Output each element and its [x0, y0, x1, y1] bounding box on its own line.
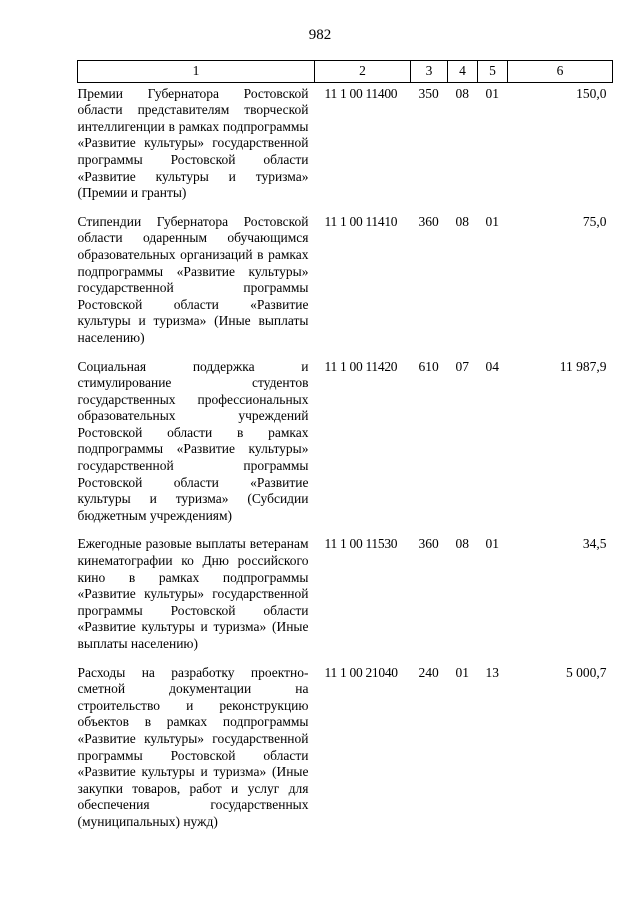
- table-row: [78, 214, 613, 359]
- row-description: Премии Губернатора Ростовской области представителям творческой интеллигенции в рамках подпрограммы «Развитие культуры» государственной программы Ростовской области «Развитие культуры и туризма» (Премии и гранты): [77, 85, 309, 201]
- row-col3: 610: [418, 358, 439, 374]
- row-col4: 08: [455, 213, 469, 229]
- row-col4: 07: [455, 358, 469, 374]
- row-col3: 350: [418, 85, 439, 101]
- row-code: 11 1 00 21040: [324, 664, 398, 680]
- row-col3: 360: [418, 213, 439, 229]
- page-number: 982: [308, 27, 332, 43]
- row-col5: 13: [485, 664, 499, 680]
- column-header: 5: [478, 61, 508, 83]
- table-row: [78, 536, 613, 664]
- row-col3: 360: [418, 536, 439, 552]
- row-amount: 11 987,9: [559, 358, 607, 374]
- row-col4: 08: [455, 85, 469, 101]
- row-amount: 5 000,7: [566, 664, 607, 680]
- row-col4: 08: [455, 536, 469, 552]
- row-col5: 04: [485, 358, 499, 374]
- table-row: [78, 82, 613, 214]
- column-header: 2: [315, 61, 411, 83]
- row-description: Расходы на разработку проектно-сметной документации на строительство и реконструкцию объектов в рамках подпрограммы «Развитие культуры» государственной программы Ростовской области «Развитие культуры и туризма» (Иные закупки товаров, работ и услуг для обеспечения государственных (муниципальных) нужд): [77, 664, 309, 829]
- column-header: 1: [78, 61, 315, 83]
- row-col4: 01: [455, 664, 469, 680]
- budget-table: [77, 60, 613, 843]
- row-description: Ежегодные разовые выплаты ветеранам кинематографии ко Дню российского кино в рамках подпрограммы «Развитие культуры» государственной программы Ростовской области «Развитие культуры и туризма» (Иные выплаты населению): [77, 536, 309, 651]
- row-col5: 01: [485, 85, 499, 101]
- row-col3: 240: [418, 664, 439, 680]
- table-row: [78, 665, 613, 843]
- row-description: Социальная поддержка и стимулирование студентов государственных профессиональных образовательных учреждений Ростовской области в рамках подпрограммы «Развитие культуры» государственной программы Ростовской области «Развитие культуры и туризма» (Субсидии бюджетным учреждениям): [77, 358, 309, 523]
- row-amount: 34,5: [582, 536, 607, 552]
- table-row: [78, 359, 613, 537]
- row-amount: 75,0: [582, 213, 607, 229]
- row-code: 11 1 00 11420: [324, 358, 398, 374]
- row-code: 11 1 00 11530: [324, 536, 398, 552]
- row-code: 11 1 00 11410: [324, 213, 398, 229]
- table-header-row: [78, 61, 613, 83]
- row-amount: 150,0: [576, 85, 607, 101]
- row-description: Стипендии Губернатора Ростовской области одаренным обучающимся образовательных организаций в рамках подпрограммы «Развитие культуры» государственной программы Ростовской области «Развитие культуры и туризма» (Иные выплаты населению): [77, 213, 309, 345]
- row-col5: 01: [485, 536, 499, 552]
- column-header: 4: [448, 61, 478, 83]
- row-code: 11 1 00 11400: [324, 85, 398, 101]
- column-header: 3: [411, 61, 448, 83]
- column-header: 6: [508, 61, 613, 83]
- row-col5: 01: [485, 213, 499, 229]
